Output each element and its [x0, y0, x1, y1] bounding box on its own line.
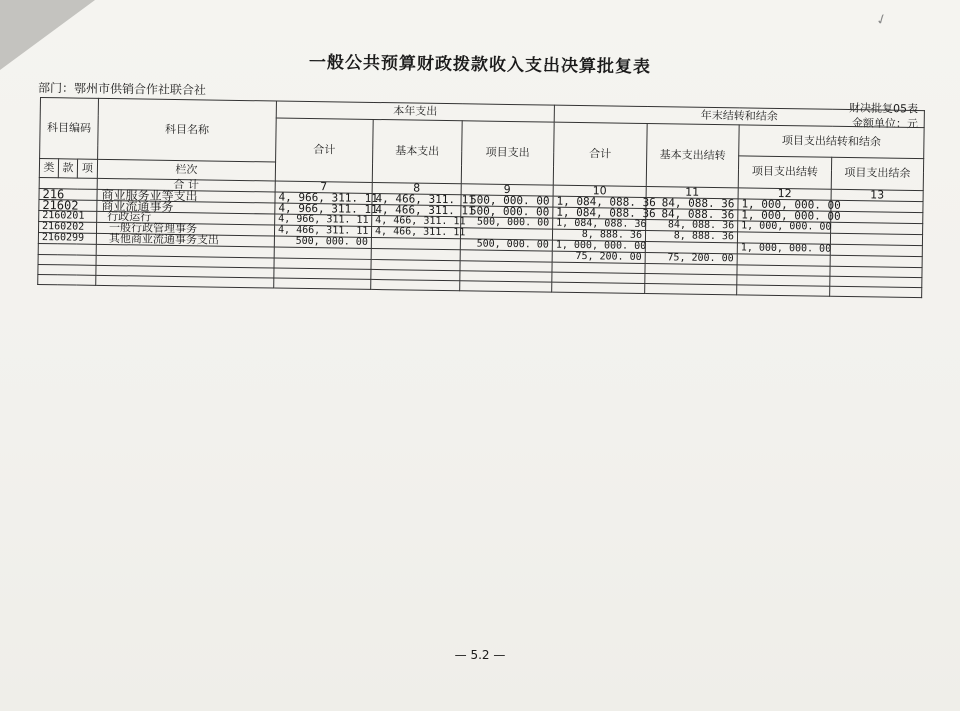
header-project-carry: 项目支出结转	[738, 155, 831, 189]
document-title: 一般公共预算财政拨款收入支出决算批复表	[308, 52, 652, 78]
cell-project-carry: 1, 000, 000. 00	[737, 243, 830, 255]
header-project: 项目支出	[461, 121, 554, 185]
cell-basic-carry: 8, 888. 36	[645, 230, 737, 242]
cell-year-end-total: 1, 084, 088. 36	[553, 207, 646, 219]
check-mark: ✓	[873, 10, 891, 30]
row-name: 行政运行	[97, 211, 275, 225]
row-name: 其他商业流通事务支出	[96, 233, 274, 247]
table-number: 财决批复05表	[849, 101, 919, 116]
department-label: 部门：鄂州市供销合作社联合社	[37, 80, 207, 98]
header-project-surplus: 项目支出结余	[831, 157, 923, 191]
header-xiang: 项	[77, 159, 97, 178]
header-basic-carry: 基本支出结转	[646, 124, 739, 188]
col-num-11: 11	[646, 187, 738, 199]
cell-basic: 4, 466, 311. 11	[371, 226, 460, 238]
row-code: 216	[39, 188, 97, 200]
row-code: 21602	[39, 199, 97, 211]
cell-basic-carry: 75, 200. 00	[645, 252, 737, 264]
col-num-9: 9	[461, 184, 553, 196]
header-total-current: 合计	[275, 118, 373, 182]
row-name: 商业服务业等支出	[97, 189, 275, 203]
cell-basic-carry: 84, 088. 36	[646, 209, 738, 221]
row-name: 商业流通事务	[97, 200, 275, 214]
cell-project-carry: 1, 000, 000. 00	[738, 221, 831, 233]
cell-basic: 4, 466, 311. 11	[372, 215, 461, 227]
header-kuan: 款	[58, 159, 77, 178]
cell-total: 4, 966, 311. 11	[275, 192, 372, 204]
cell-basic: 4, 466, 311. 11	[372, 204, 461, 216]
cell-project: 500, 000. 00	[461, 195, 553, 207]
cell-year-end-total: 75, 200. 00	[552, 251, 645, 263]
cell-project-carry: 1, 000, 000. 00	[738, 199, 831, 211]
total-row-label: 合 计	[97, 178, 275, 192]
cell-total: 500, 000. 00	[274, 236, 371, 248]
col-num-7: 7	[275, 181, 372, 193]
row-code: 2160202	[38, 221, 96, 233]
approval-table	[37, 97, 925, 298]
header-column-row: 栏次	[97, 159, 275, 181]
row-code	[38, 243, 96, 255]
row-name: 一般行政管理事务	[96, 222, 274, 236]
header-name: 科目名称	[98, 98, 277, 162]
header-total-year-end: 合计	[553, 122, 647, 186]
header-current-year: 本年支出	[276, 101, 554, 122]
cell-total: 4, 466, 311. 11	[274, 225, 371, 237]
amount-unit: 金额单位：元	[851, 116, 918, 131]
cell-year-end-total: 1, 084, 088. 36	[553, 218, 646, 230]
cell-year-end-total: 1, 000, 000. 00	[552, 240, 645, 252]
row-code: 2160201	[39, 210, 97, 222]
row-code: 2160299	[38, 232, 96, 244]
page-number: — 5.2 —	[454, 648, 506, 662]
cell-project-carry: 1, 000, 000. 00	[738, 210, 831, 222]
cell-basic: 4, 466, 311. 11	[372, 193, 461, 205]
cell-basic-carry: 84, 088. 36	[646, 219, 738, 231]
approval-table-wrapper	[37, 97, 924, 298]
cell-year-end-total: 8, 888. 36	[552, 229, 645, 241]
col-num-13: 13	[831, 189, 923, 201]
col-num-8: 8	[372, 182, 461, 194]
cell-project: 500, 000. 00	[461, 217, 553, 229]
col-num-10: 10	[553, 185, 646, 197]
header-basic: 基本支出	[372, 119, 462, 183]
cell-project: 500, 000. 00	[461, 206, 553, 218]
col-num-12: 12	[738, 188, 831, 200]
cell-total: 4, 966, 311. 11	[275, 203, 372, 215]
header-project-carry-group: 项目支出结转和结余	[739, 125, 924, 158]
cell-basic-carry: 84, 088. 36	[646, 198, 738, 210]
header-lei: 类	[39, 159, 58, 178]
header-year-end: 年末结转和结余	[554, 105, 924, 127]
cell-project: 500, 000. 00	[460, 239, 552, 251]
header-code: 科目编码	[40, 98, 99, 160]
cell-year-end-total: 1, 084, 088. 36	[553, 196, 646, 208]
cell-total: 4, 966, 311. 11	[275, 214, 372, 226]
